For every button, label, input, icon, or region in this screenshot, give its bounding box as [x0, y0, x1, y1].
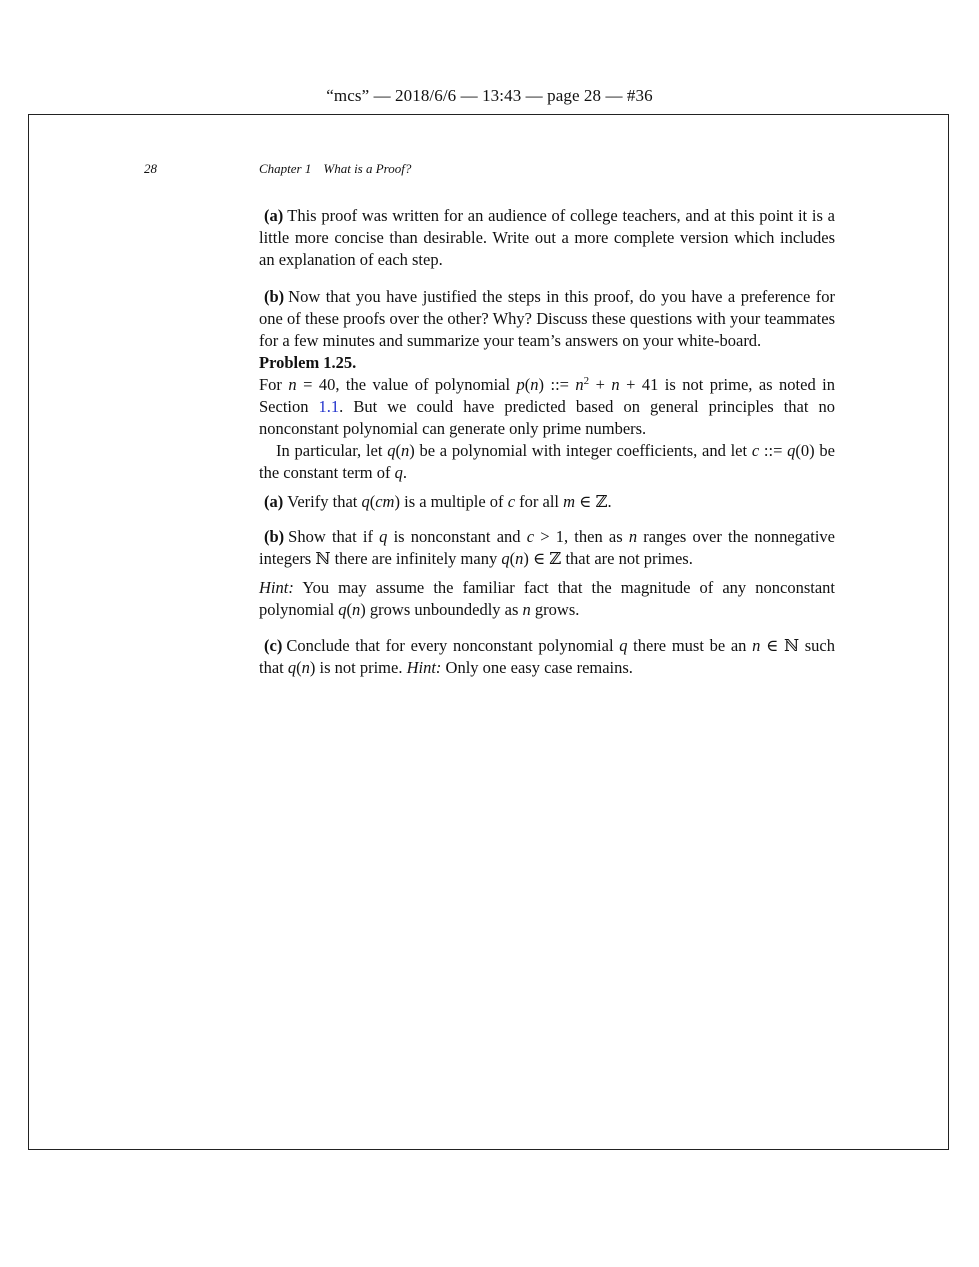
part-text: This proof was written for an audience of college teachers, and at this point it is a little more concise than desirable. Write out a more complete version which includes an explanation of each step. — [259, 206, 835, 269]
problem-intro: For n = 40, the value of polynomial p(n) ::= $n^2 + n + 41$ is not prime, as noted in Section 1.1. But we could have predicted based on general principles that no nonconstant polynomial can generate only prime numbers. — [259, 375, 835, 438]
hint-label: Hint: — [259, 578, 294, 597]
hint-label: Hint: — [406, 658, 442, 677]
part-label: (b) — [264, 527, 285, 546]
part-text: Now that you have justified the steps in this proof, do you have a preference for one of these proofs over the other? Why? Discuss these questions with your teammates for a few minutes and summarize your team’s answers on your white-board. — [259, 287, 835, 350]
part-a: (a) Verify that q(cm) is a multiple of c for all m ∈ ℤ. — [264, 492, 612, 511]
running-head — [259, 161, 411, 177]
chapter-title: What is a Proof? — [323, 161, 412, 176]
chapter-label: Chapter 1 — [259, 161, 312, 176]
hint-paragraph: Hint: You may assume the familiar fact that the magnitude of any nonconstant polynomial q(n) grows unboundedly as n grows. — [259, 578, 835, 619]
problem-paragraph: In particular, let q(n) be a polynomial with integer coefficients, and let c ::= q(0) be the constant term of q. — [259, 441, 835, 482]
page-body — [259, 205, 835, 679]
part-label: (b) — [264, 287, 285, 306]
part-b: (b) Show that if q is nonconstant and c > 1, then as n ranges over the nonnegative integers ℕ there are infinitely many q(n) ∈ ℤ that are not primes. — [259, 527, 835, 568]
part-b-previous — [259, 286, 835, 352]
part-label: (a) — [264, 206, 284, 225]
page-number: 28 — [144, 161, 157, 176]
part-a-previous — [259, 205, 835, 271]
section-link[interactable]: 1.1 — [318, 397, 340, 416]
problem-title: Problem 1.25. — [259, 353, 357, 372]
page-header: “mcs” — 2018/6/6 — 13:43 — page 28 — #36 — [326, 86, 653, 105]
part-label: (a) — [264, 492, 284, 511]
part-label: (c) — [264, 636, 283, 655]
part-c: (c) Conclude that for every nonconstant polynomial q there must be an n ∈ ℕ such that q(n) is not prime. Hint: Only one easy case remains. — [259, 636, 835, 677]
